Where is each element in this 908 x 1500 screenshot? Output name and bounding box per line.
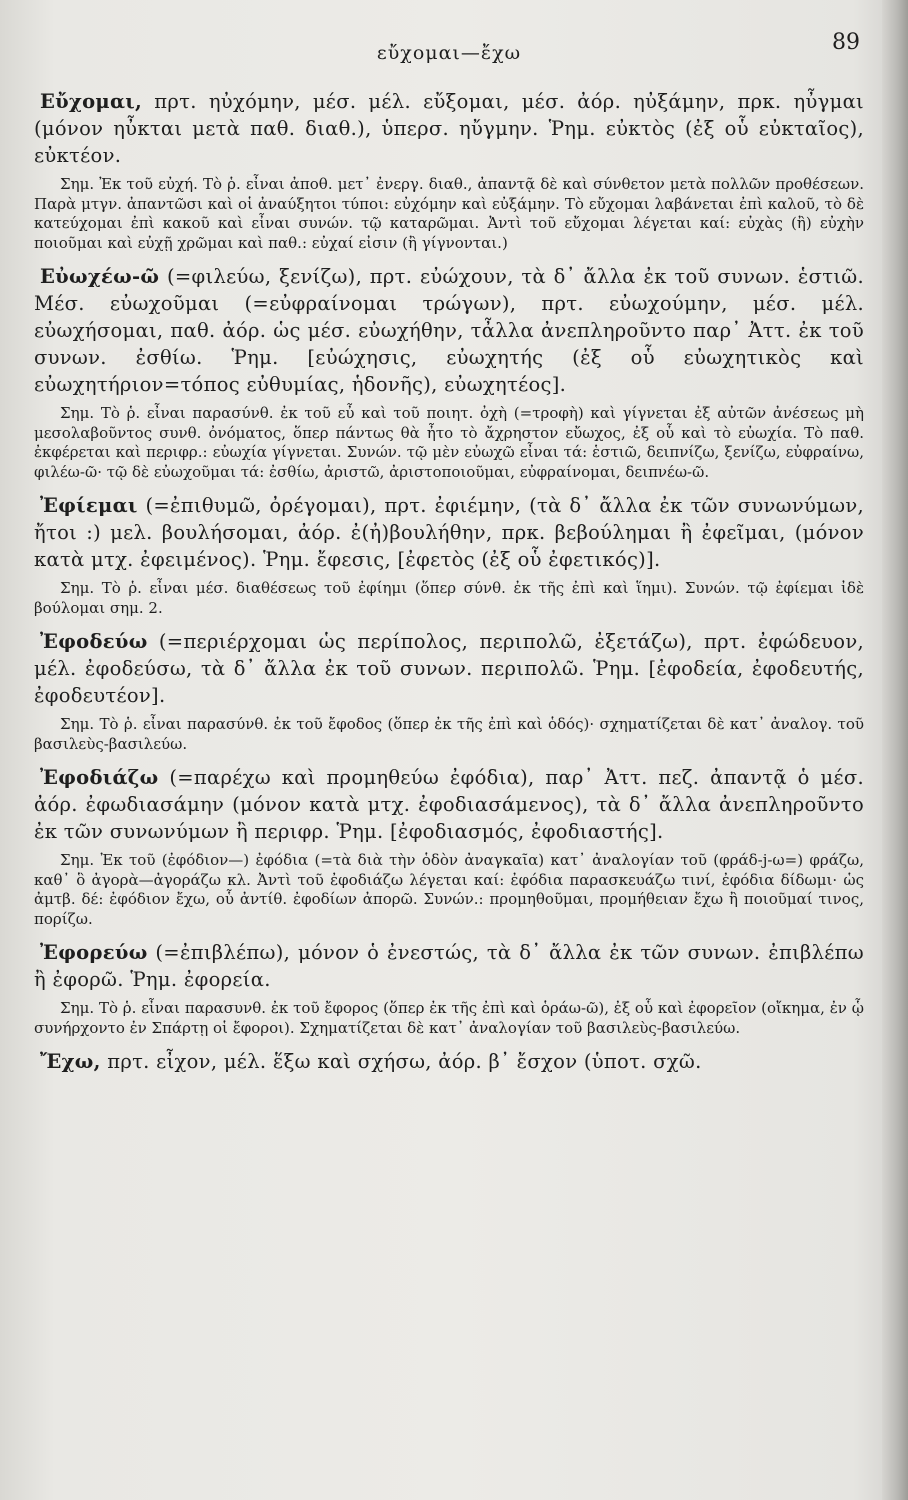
entry-body: (=περιέρχομαι ὡς περίπολος, περιπολῶ, ἐξετάζω), πρτ. ἐφώδευον, μέλ. ἐφοδεύσω, τὰ δ᾽ ἄλλα ἐκ τοῦ συνων. περιπολῶ. Ῥημ. [ἐφοδεία, ἐφοδευτής, ἐφοδευτέον]. xyxy=(34,630,864,707)
entry-lemma: Ἔχω, xyxy=(40,1050,101,1073)
entry-body: (=παρέχω καὶ προμηθεύω ἐφόδια), παρ᾽ Ἀττ. πεζ. ἀπαντᾷ ὁ μέσ. ἀόρ. ἐφωδιασάμην (μόνον κατὰ μτχ. ἐφοδιασάμενος), τὰ δ᾽ ἄλλα ἀνεπληροῦντο ἐκ τῶν συνωνύμων ἢ περιφρ. Ῥημ. [ἐφοδιασμός, ἐφοδιαστής]. xyxy=(34,766,864,843)
entry-main-text xyxy=(34,628,864,709)
entry-lemma: Εὔχομαι, xyxy=(40,90,143,113)
dictionary-entry xyxy=(34,492,864,618)
entry-main-text xyxy=(34,939,864,993)
entry-main-text xyxy=(34,764,864,845)
entry-body: πρτ. εἶχον, μέλ. ἕξω καὶ σχήσω, ἀόρ. β᾽ ἔσχον (ὑποτ. σχῶ. xyxy=(100,1050,702,1073)
entry-note: Σημ. Ἐκ τοῦ εὐχή. Τὸ ῥ. εἶναι ἀποθ. μετ᾽ ἐνεργ. διαθ., ἀπαντᾷ δὲ καὶ σύνθετον μετὰ πολλῶν προθέσεων. Παρὰ μτγν. ἀπαντῶσι καὶ οἱ ἀναύξητοι τύποι: εὐχόμην καὶ εὐξάμην. Τὸ εὔχομαι λαβάνεται ἐπὶ καλοῦ, τὸ δὲ κατεύχομαι ἐπὶ κακοῦ καὶ εἶναι συνών. τῷ καταρῶμαι. Ἀντὶ τοῦ εὔχομαι λέγεται καί: εὐχὰς (ἢ) εὐχὴν ποιοῦμαι καὶ εὐχῇ χρῶμαι καὶ παθ.: εὐχαί εἰσιν (ἢ γίγνονται.) xyxy=(34,175,864,252)
entry-note: Σημ. Τὸ ῥ. εἶναι παρασυνθ. ἐκ τοῦ ἔφορος (ὅπερ ἐκ τῆς ἐπὶ καὶ ὁράω-ῶ), ἐξ οὗ καὶ ἐφορεῖον (οἴκημα, ἐν ᾧ συνήρχοντο ἐν Σπάρτῃ οἱ ἔφοροι). Σχηματίζεται δὲ κατ᾽ ἀναλογίαν τοῦ βασιλεὺς-βασιλεύω. xyxy=(34,999,864,1037)
page-header xyxy=(34,18,864,70)
entry-main-text xyxy=(34,492,864,573)
dictionary-entries xyxy=(34,88,864,1075)
entry-body: πρτ. ηὐχόμην, μέσ. μέλ. εὔξομαι, μέσ. ἀόρ. ηὐξάμην, πρκ. ηὖγμαι (μόνον ηὖκται μετὰ παθ. διαθ.), ὑπερσ. ηὔγμην. Ῥημ. εὐκτὸς (ἐξ οὗ εὐκταῖος), εὐκτέον. xyxy=(34,90,864,167)
entry-note: Σημ. Τὸ ῥ. εἶναι παρασύνθ. ἐκ τοῦ εὖ καὶ τοῦ ποιητ. ὀχὴ (=τροφὴ) καὶ γίγνεται ἐξ αὐτῶν ἀνέσεως μὴ μεσολαβοῦντος συνθ. ὀνόματος, ὅπερ πάντως θὰ ἦτο τὸ ἄχρηστον εὔωχος, ἐξ οὗ καὶ τὸ εὐωχία. Τὸ παθ. ἐκφέρεται καὶ περιφρ.: εὐωχία γίγνεται. Συνών. τῷ μὲν εὐωχῶ εἶναι τά: ἑστιῶ, δειπνίζω, ξενίζω, εὐφραίνω, φιλέω-ῶ· τῷ δὲ εὐωχοῦμαι τά: ἐσθίω, ἀριστῶ, ἀριστοποιοῦμαι, εὐφραίνομαι, δειπνέω-ῶ. xyxy=(34,404,864,481)
dictionary-entry xyxy=(34,88,864,253)
dictionary-entry xyxy=(34,263,864,482)
running-title: εὔχομαι—ἔχω xyxy=(376,42,522,64)
page-number: 89 xyxy=(832,30,860,55)
entry-lemma: Εὐωχέω-ῶ xyxy=(40,265,160,288)
entry-main-text xyxy=(34,88,864,169)
entry-body: (=ἐπιθυμῶ, ὀρέγομαι), πρτ. ἐφιέμην, (τὰ δ᾽ ἄλλα ἐκ τῶν συνωνύμων, ἤτοι :) μελ. βουλήσομαι, ἀόρ. ἐ(ἠ)βουλήθην, πρκ. βεβούλημαι ἢ ἐφεῖμαι, (μόνον κατὰ μτχ. ἐφειμένος). Ῥημ. ἔφεσις, [ἐφετὸς (ἐξ οὗ ἐφετικός)]. xyxy=(34,494,864,571)
book-spine-shadow xyxy=(882,0,908,1500)
dictionary-entry xyxy=(34,764,864,929)
entry-lemma: Ἐφοδιάζω xyxy=(40,766,159,789)
entry-note: Σημ. Τὸ ῥ. εἶναι μέσ. διαθέσεως τοῦ ἐφίημι (ὅπερ σύνθ. ἐκ τῆς ἐπὶ καὶ ἵημι). Συνών. τῷ ἐφίεμαι ἰδὲ βούλομαι σημ. 2. xyxy=(34,579,864,617)
dictionary-entry xyxy=(34,939,864,1038)
entry-lemma: Ἐφίεμαι xyxy=(40,494,138,517)
entry-body: (=ἐπιβλέπω), μόνον ὁ ἐνεστώς, τὰ δ᾽ ἄλλα ἐκ τῶν συνων. ἐπιβλέπω ἢ ἐφορῶ. Ῥημ. ἐφορεία. xyxy=(34,941,864,991)
dictionary-entry xyxy=(34,628,864,754)
entry-main-text xyxy=(34,263,864,398)
entry-lemma: Ἐφοδεύω xyxy=(40,630,148,653)
entry-lemma: Ἐφορεύω xyxy=(40,941,148,964)
entry-note: Σημ. Ἐκ τοῦ (ἐφόδιον—) ἐφόδια (=τὰ διὰ τὴν ὁδὸν ἀναγκαῖα) κατ᾽ ἀναλογίαν τοῦ (φράδ-j-ω=) φράζω, καθ᾽ ὃ ἀγορὰ—ἀγοράζω κλ. Ἀντὶ τοῦ ἐφοδιάζω λέγεται καί: ἐφόδια παρασκευάζω τινί, ἐφόδια δίδωμι· ὡς ἀμτβ. δέ: ἐφόδιον ἔχω, οὗ ἀντίθ. ἐφοδίων ἀπορῶ. Συνών.: προμηθοῦμαι, προμήθειαν ἔχω ἢ ποιοῦμαί τινος, πορίζω. xyxy=(34,851,864,928)
dictionary-entry xyxy=(34,1048,864,1075)
entry-main-text xyxy=(34,1048,864,1075)
entry-body: (=φιλεύω, ξενίζω), πρτ. εὐώχουν, τὰ δ᾽ ἄλλα ἐκ τοῦ συνων. ἑστιῶ. Μέσ. εὐωχοῦμαι (=εὐφραίνομαι τρώγων), πρτ. εὐωχούμην, μέσ. μέλ. εὐωχήσομαι, παθ. ἀόρ. ὡς μέσ. εὐωχήθην, τἆλλα ἀνεπληροῦντο παρ᾽ Ἀττ. ἐκ τοῦ συνων. ἐσθίω. Ῥημ. [εὐώχησις, εὐωχητής (ἐξ οὗ εὐωχητικὸς καὶ εὐωχητήριον=τόπος εὐθυμίας, ἡδονῆς), εὐωχητέος]. xyxy=(34,265,864,396)
entry-note: Σημ. Τὸ ῥ. εἶναι παρασύνθ. ἐκ τοῦ ἔφοδος (ὅπερ ἐκ τῆς ἐπὶ καὶ ὁδός)· σχηματίζεται δὲ κατ᾽ ἀναλογ. τοῦ βασιλεὺς-βασιλεύω. xyxy=(34,715,864,753)
